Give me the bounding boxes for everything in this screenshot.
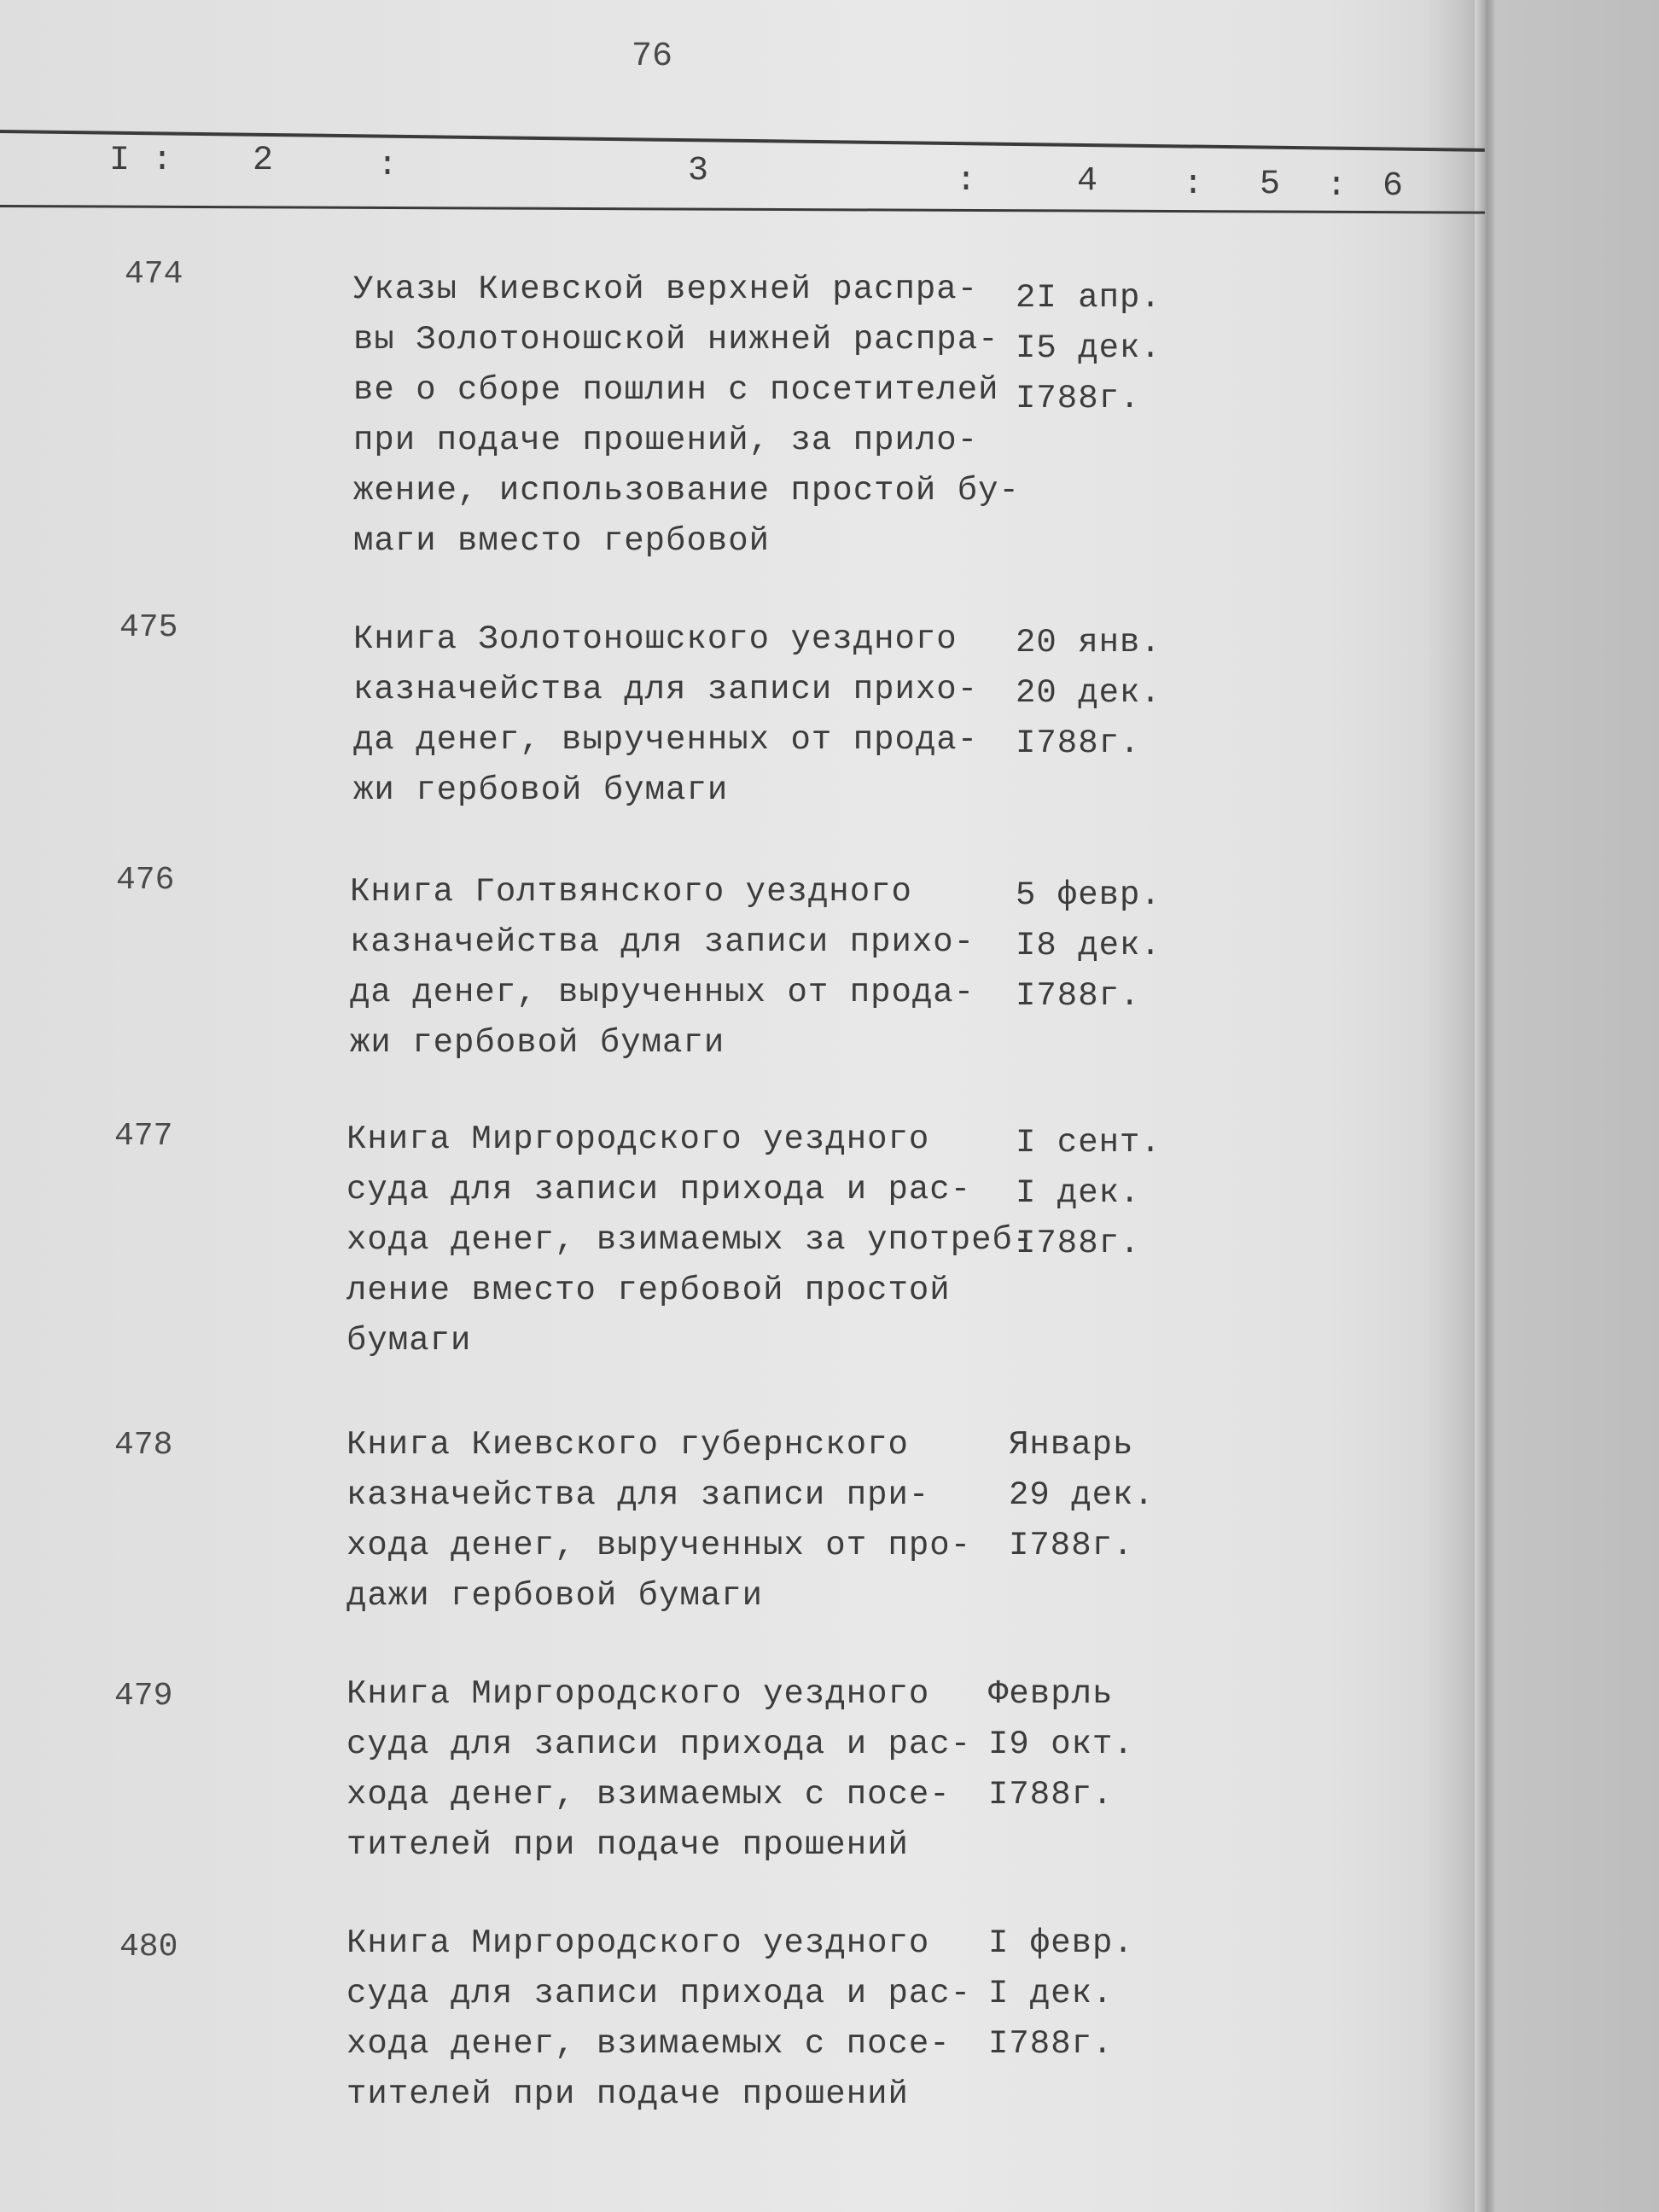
description-line: суда для записи прихода и рас-: [346, 1726, 972, 1763]
date-line: I788г.: [1016, 977, 1141, 1015]
column-separator: :: [1326, 167, 1348, 206]
description-line: при подаче прошений, за прило-: [353, 422, 979, 459]
description-line: да денег, вырученных от прода-: [350, 974, 975, 1011]
entry-dates: [1009, 1420, 1155, 1571]
date-line: I февр.: [988, 1924, 1134, 1962]
description-line: Книга Голтвянского уездного: [350, 873, 912, 911]
description-line: суда для записи прихода и рас-: [346, 1171, 972, 1208]
description-line: жи гербовой бумаги: [353, 771, 729, 809]
description-line: вы Золотоношской нижней распра-: [353, 321, 999, 358]
entry-description: [353, 265, 1020, 567]
entry-number: 474: [125, 256, 183, 293]
description-line: Книга Золотоношского уездного: [353, 620, 958, 658]
description-line: жение, использование простой бу-: [353, 472, 1020, 509]
description-line: казначейства для записи прихо-: [353, 671, 979, 708]
description-line: жи гербовой бумаги: [350, 1024, 725, 1062]
description-line: да денег, вырученных от прода-: [353, 721, 979, 759]
column-separator: :: [377, 147, 399, 185]
description-line: ление вместо гербовой простой: [346, 1272, 951, 1309]
column-separator: :: [956, 162, 977, 201]
date-line: Январь: [1009, 1426, 1134, 1464]
description-line: Книга Миргородского уездного: [346, 1675, 930, 1713]
entry-description: [346, 1420, 971, 1621]
description-line: Книга Киевского губернского: [346, 1426, 909, 1464]
description-line: ве о сборе пошлин с посетителей: [353, 371, 999, 409]
description-line: казначейства для записи прихо-: [350, 923, 975, 961]
entry-description: [350, 867, 975, 1068]
date-line: I788г.: [988, 1776, 1114, 1813]
entry-dates: [1016, 1118, 1161, 1269]
column-separator: :: [152, 142, 173, 180]
description-line: казначейства для записи при-: [346, 1476, 930, 1514]
description-line: дажи гербовой бумаги: [346, 1577, 764, 1615]
date-line: I788г.: [1016, 380, 1141, 417]
page-edge-shadow: [1475, 0, 1495, 2212]
header-top-rule: [0, 130, 1485, 152]
description-line: суда для записи прихода и рас-: [346, 1975, 972, 2012]
entry-description: [346, 1918, 971, 2120]
date-line: I5 дек.: [1016, 329, 1161, 367]
column-header-4: 4: [1077, 162, 1098, 201]
column-header-1: I: [109, 142, 131, 180]
description-line: Книга Миргородского уездного: [346, 1121, 930, 1158]
entry-number: 475: [119, 609, 178, 646]
description-line: хода денег, взимаемых с посе-: [346, 1776, 951, 1813]
description-line: Указы Киевской верхней распра-: [353, 271, 979, 308]
description-line: хода денег, вырученных от про-: [346, 1527, 972, 1564]
header-bottom-rule: [0, 205, 1485, 214]
description-line: хода денег, взимаемых с посе-: [346, 2025, 951, 2063]
entry-number: 477: [114, 1118, 173, 1155]
date-line: I9 окт.: [988, 1726, 1134, 1763]
column-header-5: 5: [1260, 166, 1281, 204]
description-line: тителей при подаче прошений: [346, 1826, 909, 1864]
date-line: I сент.: [1016, 1124, 1161, 1161]
description-line: хода денег, взимаемых за употреб-: [346, 1221, 1034, 1259]
date-line: Феврль: [988, 1675, 1114, 1713]
entry-dates: [988, 1918, 1134, 2069]
description-line: маги вместо гербовой: [353, 522, 771, 560]
column-header-2: 2: [253, 142, 274, 180]
entry-description: [346, 1115, 1033, 1366]
date-line: 2I апр.: [1016, 279, 1161, 317]
date-line: 20 дек.: [1016, 674, 1161, 712]
entry-description: [346, 1669, 971, 1871]
entry-number: 480: [119, 1929, 178, 1965]
entry-number: 478: [114, 1427, 173, 1464]
date-line: I788г.: [1009, 1527, 1134, 1564]
description-line: тителей при подаче прошений: [346, 2075, 909, 2113]
entry-description: [353, 614, 978, 816]
entry-number: 479: [114, 1678, 173, 1714]
entry-dates: [1016, 273, 1161, 424]
page-number: 76: [632, 38, 673, 76]
column-header-3: 3: [688, 152, 709, 190]
date-line: I788г.: [1016, 1225, 1141, 1262]
date-line: 5 февр.: [1016, 876, 1161, 914]
date-line: I788г.: [1016, 725, 1141, 762]
column-separator: :: [1183, 166, 1204, 204]
entry-number: 476: [116, 862, 175, 899]
description-line: бумаги: [346, 1322, 472, 1359]
column-header-6: 6: [1382, 167, 1404, 206]
date-line: 20 янв.: [1016, 624, 1161, 661]
description-line: Книга Миргородского уездного: [346, 1924, 930, 1962]
date-line: I788г.: [988, 2025, 1114, 2063]
entry-dates: [1016, 618, 1161, 769]
date-line: 29 дек.: [1009, 1476, 1155, 1514]
date-line: I дек.: [1016, 1174, 1141, 1212]
entry-dates: [988, 1669, 1134, 1820]
date-line: I дек.: [988, 1975, 1114, 2012]
entry-dates: [1016, 870, 1161, 1022]
date-line: I8 дек.: [1016, 927, 1161, 964]
